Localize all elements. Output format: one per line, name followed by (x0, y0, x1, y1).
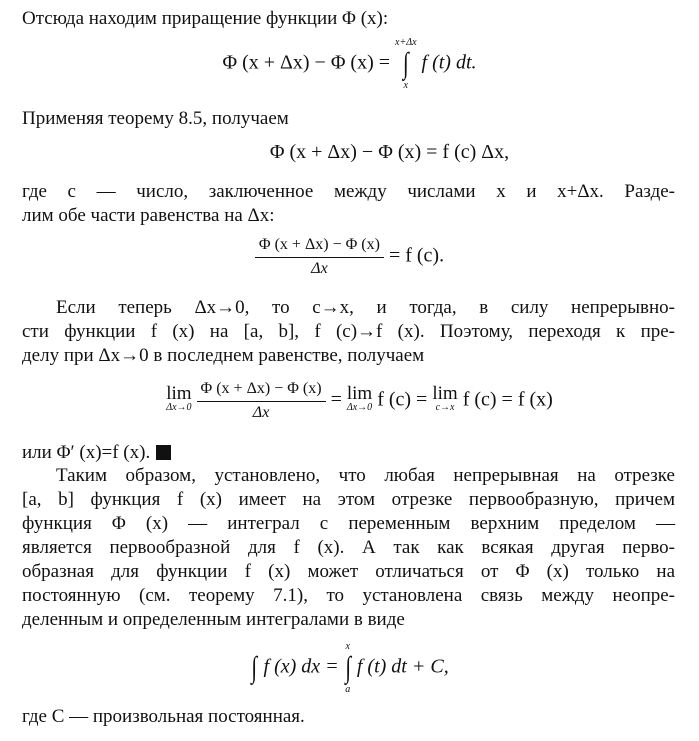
fraction-denominator: Δx (252, 404, 270, 421)
paragraph-4-line-1: Если теперь Δx→0, то c→x, и тогда, в силу непрерывно- (56, 297, 675, 318)
integral-upper-limit: x (345, 641, 350, 652)
paragraph-1: Отсюда находим приращение функции Φ (x): (22, 8, 389, 29)
paragraph-7: где C — произвольная постоянная. (22, 706, 305, 727)
limit-1: lim Δx→0 (166, 383, 192, 413)
formula-1-lhs: Φ (x + Δx) − Φ (x) = (222, 51, 391, 74)
paragraph-6-line-1: Таким образом, установлено, что любая непрерывная на отрезке (56, 465, 675, 486)
integral-lower-limit: a (345, 684, 351, 695)
fraction-numerator: Φ (x + Δx) − Φ (x) (255, 236, 384, 258)
paragraph-6-line-7: деленным и определенным интегралами в виде (22, 609, 405, 630)
formula-3-rhs: = f (c). (388, 244, 445, 267)
paragraph-3-line-2: лим обе части равенства на Δx: (22, 205, 275, 226)
paragraph-4-line-2: сти функции f (x) на [a, b], f (c)→f (x). Поэтому, переходя к пре- (22, 321, 675, 342)
fraction (255, 236, 384, 278)
fraction (197, 380, 326, 422)
limit-2: lim Δx→0 (346, 383, 373, 413)
formula-1 (0, 36, 699, 92)
paragraph-3-line-1: где с — число, заключенное между числами x и x+Δx. Разде- (22, 181, 675, 202)
paragraph-5: или Φ′ (x)=f (x). (22, 442, 171, 464)
limit-3: lim c→x (432, 383, 458, 413)
integral-lower-limit: x (403, 80, 408, 91)
formula-5-lhs: f (x) dx = (263, 655, 339, 678)
formula-5-rhs: f (t) dt + C, (356, 655, 449, 678)
integral-sign: x+Δx ∫ x (395, 37, 417, 91)
paragraph-6-line-4: является первообразной для f (x). А так как всякая другая перво- (22, 537, 675, 558)
paragraph-2: Применяя теорему 8.5, получаем (22, 108, 289, 129)
formula-1-integrand: f (t) dt. (421, 51, 477, 74)
formula-3 (0, 236, 699, 278)
paragraph-6-line-5: образная для функции f (x) может отличаться от Φ (x) только на (22, 561, 675, 582)
paragraph-6-line-6: постоянную (см. теорему 7.1), то установлена связь между неопре- (22, 585, 675, 606)
formula-2: Φ (x + Δx) − Φ (x) = f (c) Δx, (269, 141, 510, 163)
integral-upper-limit: x+Δx (395, 37, 417, 48)
definite-integral-sign: x ∫ a (344, 641, 351, 695)
paragraph-6-line-3: функция Φ (x) — интеграл с переменным верхним пределом — (22, 513, 675, 534)
fraction-denominator: Δx (311, 260, 328, 277)
paragraph-6-line-2: [a, b] функция f (x) имеет на этом отрезке первообразную, причем (22, 489, 675, 510)
end-of-proof-icon (156, 445, 171, 460)
formula-4: lim Δx→0 $\frac{\Phi (x + \Delta x) - \Phi (x)}{\Delta x}$ = lim Δx→0 f (c) = lim c→x f (c) = f (x) (166, 380, 553, 421)
fraction-numerator: Φ (x + Δx) − Φ (x) (197, 380, 326, 402)
formula-5 (0, 640, 699, 696)
indefinite-integral-sign: ∫ (251, 651, 258, 684)
paragraph-4-line-3: делу при Δx→0 в последнем равенстве, получаем (22, 345, 425, 366)
